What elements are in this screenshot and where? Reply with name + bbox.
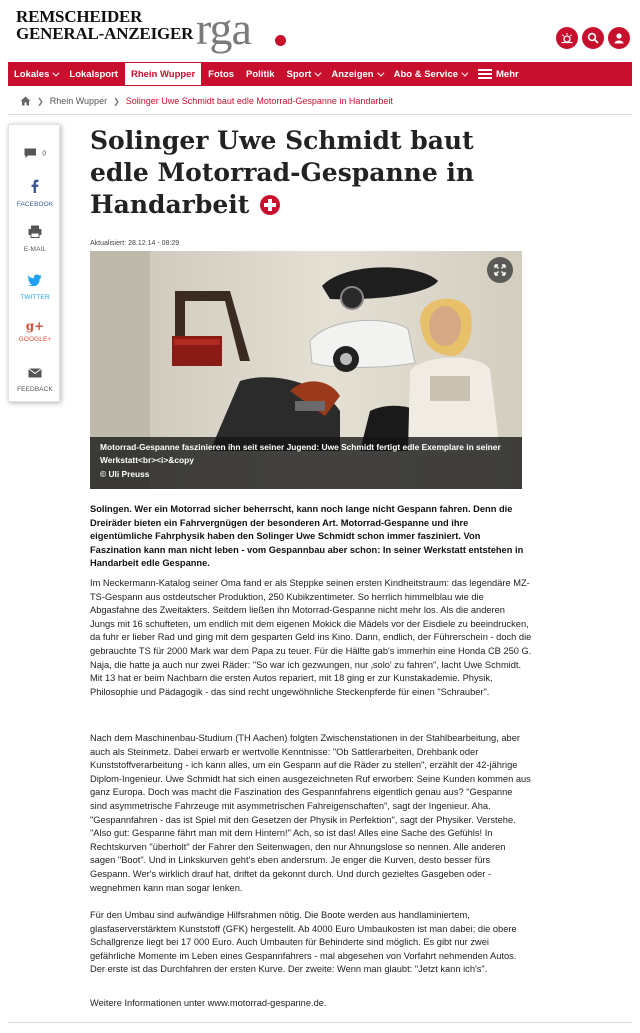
divider xyxy=(8,1022,632,1023)
site-header xyxy=(0,0,640,58)
chevron-down-icon xyxy=(461,69,468,76)
article-photo[interactable] xyxy=(90,251,522,489)
divider xyxy=(8,114,632,115)
article-lead: Solingen. Wer ein Motorrad sicher beherrscht, kann noch lange nicht Gespann fahren. Denn die Dreiräder bieten ein Fahrvergnügen der besonderen Art. Motorrad-Gespanne und ihre eigentümliche Fahrphysik haben den Solinger Uwe Schmidt schon immer fasziniert. Von Faszination kann man nicht leben - vom Gespannbau aber schon: In seiner Werkstatt entstehen in Handarbeit edle Gespanne. xyxy=(90,504,524,569)
facebook-label: FACEBOOK xyxy=(16,201,54,208)
comment-icon xyxy=(24,148,38,159)
envelope-icon xyxy=(28,368,42,378)
user-icon xyxy=(613,32,625,44)
nav-label: Lokalsport xyxy=(69,68,118,80)
twitter-icon xyxy=(28,274,42,286)
chevron-right-icon: ❯ xyxy=(37,96,44,106)
search-button[interactable] xyxy=(582,27,604,49)
nav-label: Anzeigen xyxy=(331,68,374,80)
weather-icon xyxy=(560,31,574,45)
home-icon[interactable] xyxy=(20,96,31,106)
nav-item-abo-service[interactable] xyxy=(388,62,472,86)
nav-label: Fotos xyxy=(208,68,235,80)
breadcrumb xyxy=(20,96,393,106)
nav-label: Mehr xyxy=(496,68,519,80)
photo-credit: © Uli Preuss xyxy=(100,469,150,479)
article-paragraph: Weitere Informationen unter www.motorrad-gespanne.de. xyxy=(90,998,327,1008)
chevron-down-icon xyxy=(53,69,60,76)
chevron-down-icon xyxy=(315,69,322,76)
logo-line-1: REMSCHEIDER xyxy=(16,7,143,26)
breadcrumb-current: Solinger Uwe Schmidt baut edle Motorrad-Gespanne in Handarbeit xyxy=(125,96,393,106)
expand-icon xyxy=(487,257,513,283)
photo-caption: Motorrad-Gespanne faszinieren ihn seit seiner Jugend: Uwe Schmidt fertigt edle Exemplare in seiner Werkstatt<br><i>&copy xyxy=(100,442,501,465)
google-plus-icon: g+ xyxy=(25,319,45,333)
logo-line-2: GENERAL-ANZEIGER xyxy=(16,24,194,43)
logo-dot xyxy=(275,35,286,46)
feedback-button[interactable] xyxy=(9,365,61,393)
nav-label: Politik xyxy=(246,68,275,80)
facebook-button[interactable] xyxy=(9,179,61,208)
nav-item-fotos[interactable] xyxy=(202,62,240,86)
nav-label: Rhein Wupper xyxy=(130,68,196,80)
nav-label: Lokales xyxy=(14,68,50,80)
nav-label: Abo & Service xyxy=(393,68,459,80)
main-navigation xyxy=(8,62,632,86)
weather-button[interactable] xyxy=(556,27,578,49)
plus-badge-icon xyxy=(260,195,280,215)
chevron-down-icon xyxy=(377,69,384,76)
nav-item-mehr[interactable] xyxy=(472,62,525,86)
nav-item-sport[interactable] xyxy=(281,62,326,86)
nav-item-anzeigen[interactable] xyxy=(325,62,387,86)
site-logo[interactable] xyxy=(16,3,251,54)
social-sidebar xyxy=(8,124,60,402)
expand-button[interactable] xyxy=(487,257,513,283)
comments-button[interactable] xyxy=(9,145,61,163)
nav-label: Sport xyxy=(286,68,312,80)
article-title xyxy=(90,125,530,221)
menu-icon xyxy=(478,69,492,79)
breadcrumb-section[interactable]: Rhein Wupper xyxy=(49,96,108,106)
email-label: E-MAIL xyxy=(23,246,47,253)
article-paragraph: Nach dem Maschinenbau-Studium (TH Aachen) folgten Zwischenstationen in der Stahlbearbeitung, aber auch als Steinmetz. Dabei erwarb er wertvolle Kenntnisse: "Ob Sattlerarbeiten, Drehbank oder Kunststoffverarbeitung - ich kann alles, um ein Gespann auf die Räder zu stellen", erzählt der 42-jährige Diplom-Ingenieur. Uwe Schmidt hat sich einen ausgezeichneten Ruf erworben: Seine Kunden kommen aus ganz Europa. Doch was macht die Faszination des Gespannfahrens eigentlich genau aus? "Gespanne sind asymmetrische Fahrzeuge mit asymmetrischen Fahreigenschaften", sagt der Ingenieur. Aha. "Gespannfahren - das ist Spiel mit den Gesetzen der Physik in Perfektion", sagt der Physiker. Verstehe. "Also gut: Gespanne fährt man mit dem Hintern!" Ach, so ist das! Alles eine Sache des Gefühls! In Rechtskurven "überholt" der Fahrer den Seitenwagen, den nur Ahnungslose so nennen. Alle anderen sagen "Boot". Und in Linkskurven geht's eben andersrum. Je enger die Kurven, desto besser fürs Gespann. Wer's wirklich drauf hat, driftet da gekonnt durch. Und durch gezieltes Gasgeben oder -wegnehmen kann man sogar lenken. xyxy=(90,733,531,893)
twitter-label: TWITTER xyxy=(20,294,50,301)
nav-item-rhein-wupper[interactable] xyxy=(124,62,202,86)
comments-count: 0 xyxy=(42,150,47,158)
user-button[interactable] xyxy=(608,27,630,49)
article-paragraph: Für den Umbau sind aufwändige Hilfsrahmen nötig. Die Boote werden aus handlaminiertem, glasfaserverstärktem Kunststoff (GFK) hergestellt. Ab 4000 Euro Umbaukosten ist man dabei; die obere Schallgrenze liegt bei 17 000 Euro. Auch Umbauten für Behinderte sind möglich. Es gibt nur zwei gefährliche Momente im Leben eines Gespannfahrers - mal abgesehen von Vorfahrt nehmenden Autos. Der erste ist das Durchfahren der ersten Kurve. Der zweite: Wenn man glaubt: "Jetzt kann ich's". xyxy=(90,910,517,975)
facebook-icon xyxy=(31,179,39,193)
feedback-label: FEEDBACK xyxy=(17,386,53,393)
google-label: GOOGLE+ xyxy=(18,336,52,343)
twitter-button[interactable] xyxy=(9,273,61,301)
article-title-text: Solinger Uwe Schmidt baut edle Motorrad-Gespanne in Handarbeit xyxy=(90,126,475,219)
nav-item-politik[interactable] xyxy=(240,62,281,86)
chevron-right-icon: ❯ xyxy=(113,96,120,106)
logo-rga: rga xyxy=(196,3,251,54)
nav-item-lokales[interactable] xyxy=(8,62,63,86)
article-updated: Aktualisiert: 28.12.14 - 08:29 xyxy=(90,240,180,247)
print-mail-icon xyxy=(28,225,42,238)
nav-item-lokalsport[interactable] xyxy=(63,62,124,86)
email-button[interactable] xyxy=(9,225,61,253)
google-button[interactable] xyxy=(9,319,61,343)
search-icon xyxy=(587,32,599,44)
article-paragraph: Im Neckermann-Katalog seiner Oma fand er als Steppke seinen ersten Kindheitstraum: das legendäre MZ-TS-Gespann aus ostdeutscher Produktion, 250 Kubikzentimeter. So herrlich himmelblau wie die Abgasfahne des Zweitakters. Seitdem ließen ihn Motorrad-Gespanne nicht mehr los. Als die anderen Jungs mit 16 schufteten, um endlich mit dem eigenen Mokick die Mädels vor der Eisdiele zu beeindrucken, da fuhr er lieber Rad und ging mit dem gesparten Geld ins Kino. Dann, endlich, der Führerschein - doch die gebrauchte TS für 2000 Mark war dem Papa zu teuer. Für die Hälfte gab's immerhin eine Honda CB 250 G. Naja, die hatte ja auch nur zwei Räder: "So war ich gezwungen, nur ‚solo' zu fahren", lacht Uwe Schmidt. Mit 13 hat er beim Nachbarn die ersten Autos repariert, mit 18 ging er zur Kunstakademie. Physik, Philosophie und Pädagogik - das sind recht ungewöhnliche Steckenpferde für einen "Schrauber". xyxy=(90,578,532,697)
